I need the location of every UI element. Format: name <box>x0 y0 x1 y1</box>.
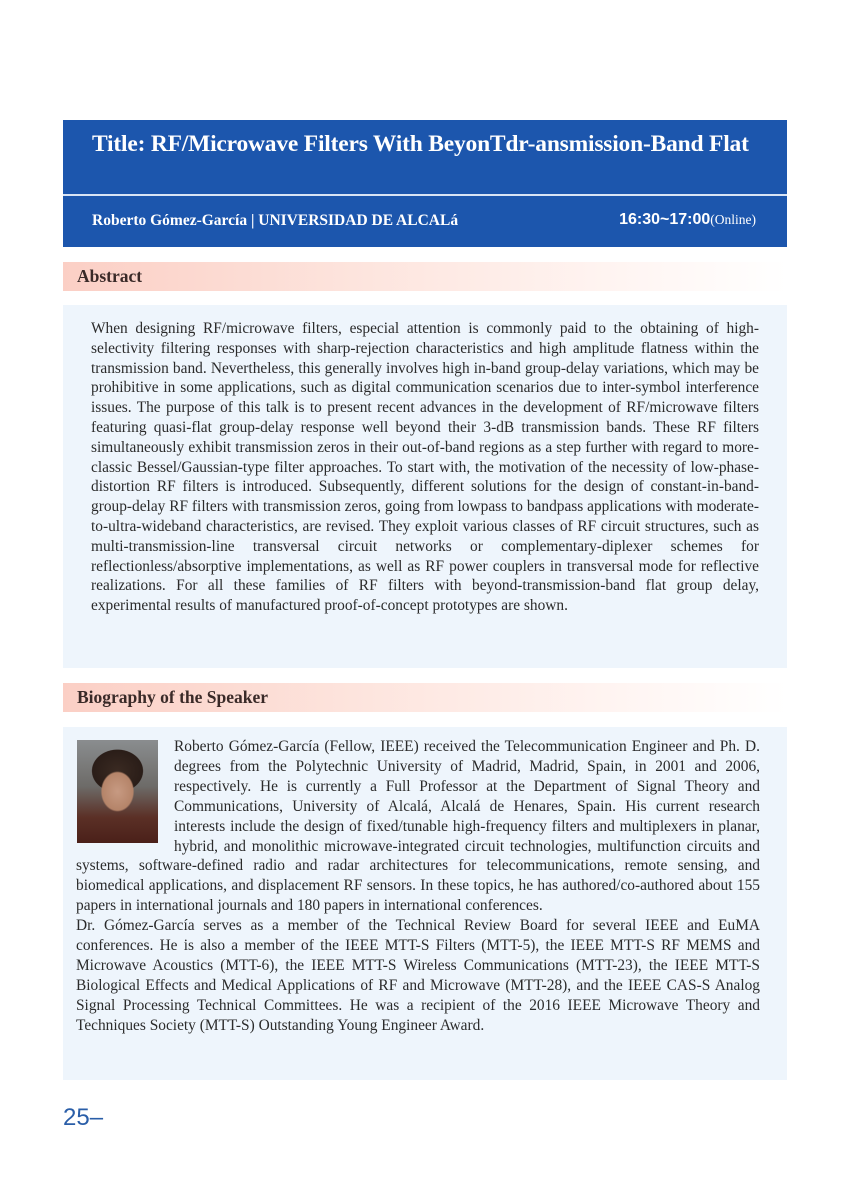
session-time <box>619 211 756 229</box>
biography-heading: Biography of the Speaker <box>77 687 269 707</box>
abstract-heading: Abstract <box>77 266 143 286</box>
biography-text <box>76 737 760 1036</box>
talk-title: Title: RF/Microwave Filters With BeyonTdr-ansmission-Band Flat <box>92 131 749 157</box>
talk-header <box>63 120 787 247</box>
biography-paragraph-2: Dr. Gómez-García serves as a member of the Technical Review Board for several IEEE and EuMA conferences. He is also a member of the IEEE MTT-S Filters (MTT-5), the IEEE MTT-S RF MEMS and Microwave Acoustics (MTT-6), the IEEE MTT-S Wireless Communications (MTT-23), the IEEE MTT-S Biological Effects and Medical Applications of RF and Microwave (MTT-28), and the IEEE CAS-S Analog Signal Processing Technical Committees. He was a recipient of the 2016 IEEE Microwave Theory and Techniques Society (MTT-S) Outstanding Young Engineer Award. <box>76 917 760 1034</box>
biography-paragraph-1: Roberto Gómez-García (Fellow, IEEE) received the Telecommunication Engineer and Ph. D. degrees from the Polytechnic University of Madrid, Madrid, Spain, in 2001 and 2006, respectively. He is currently a Full Professor at the Department of Signal Theory and Communications, University of Alcalá, Alcalá de Henares, Spain. His current research interests include the design of fixed/tunable high-frequency filters and multiplexers in planar, hybrid, and monolithic microwave-integrated circuit technologies, multifunction circuits and systems, software-defined radio and radar architectures for telecommunications, remote sensing, and biomedical applications, and displacement RF sensors. In these topics, he has authored/co-authored about 155 papers in international journals and 180 papers in international conferences. <box>76 738 760 915</box>
session-mode: (Online) <box>710 212 756 227</box>
abstract-heading-band <box>63 262 787 291</box>
page-number: 25– <box>63 1104 104 1131</box>
abstract-text: When designing RF/microwave filters, especial attention is commonly paid to the obtaining of high-selectivity filtering responses with sharp-rejection characteristics and high amplitude flatness within the transmission band. Nevertheless, this generally involves high in-band group-delay variations, which may be prohibitive in some applications, such as digital communication scenarios due to inter-symbol interference issues. The purpose of this talk is to present recent advances in the development of RF/microwave filters featuring quasi-flat group-delay response well beyond their 3-dB transmission bands. These RF filters simultaneously exhibit transmission zeros in their out-of-band regions as a step further with regard to more-classic Bessel/Gaussian-type filter approaches. To start with, the motivation of the necessity of low-phase-distortion RF filters is introduced. Subsequently, different solutions for the design of constant-in-band-group-delay RF filters with transmission zeros, going from lowpass to bandpass applications with moderate-to-ultra-wideband characteristics, are revised. They exploit various classes of RF circuit structures, such as multi-transmission-line transversal circuit networks or complementary-diplexer schemes for reflectionless/absorptive implementations, as well as RF power couplers in transversal mode for reflective realizations. For all these families of RF filters with beyond-transmission-band flat group delay, experimental results of manufactured proof-of-concept prototypes are shown. <box>91 320 759 615</box>
speaker-affiliation: Roberto Gómez-García | UNIVERSIDAD DE ALCALá <box>92 212 459 229</box>
photo-spacer <box>76 737 162 845</box>
biography-heading-band <box>63 683 787 712</box>
abstract-box <box>63 305 787 668</box>
header-divider <box>63 194 787 196</box>
time-range: 16:30~17:00 <box>619 211 711 228</box>
biography-box <box>63 727 787 1080</box>
